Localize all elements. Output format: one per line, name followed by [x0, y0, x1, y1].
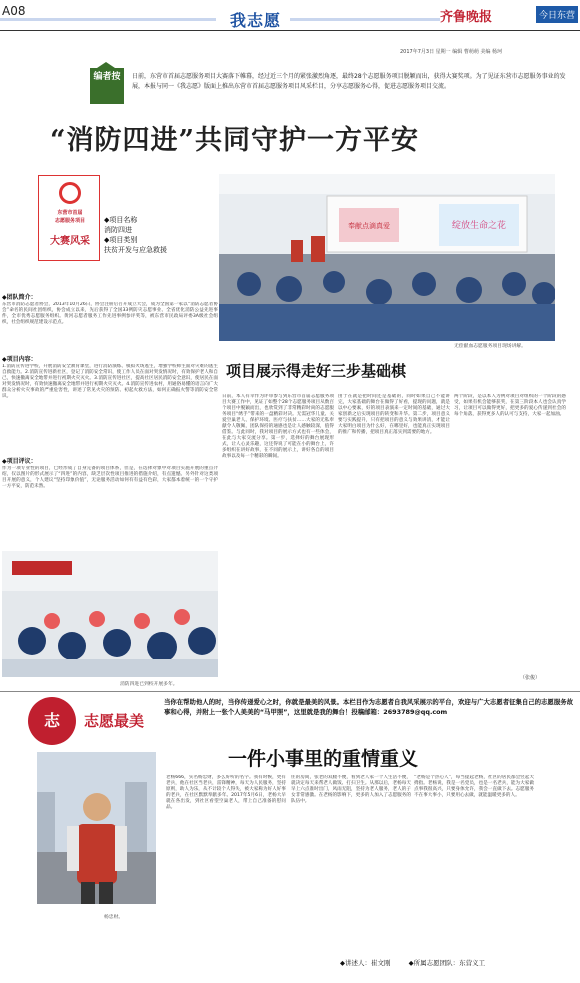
- section-bar-left: [0, 18, 216, 21]
- brand-name: 齐鲁晚报: [440, 10, 493, 25]
- project-content-text: 1.消防宣传进学校，开展消防安全教育课堂，进行消防演练、模拟火场逃生，增强学校师生面对灾难的逃生自救能力。2.消防宣传进新社区，登记了消防安全常识，使工作人员在面对突发情况时，有效保护老人和自己，快速撤离安全地带并进行初期火灾灭火。3.消防宣传进社区，提高社区居民消防安全意识，使居民在面对突发情况时，有效快速撤离安全地带并进行初期火灾灭火。4.消防宣传进农村，用通俗易懂的语言向广大群众分析火灾事故的严重危害性，讲述了常见火灾的预防、初起火救方法，如何正确报火警等消防安全常识。: [2, 364, 218, 399]
- column-intro: 当你在帮助他人的时，当你传递爱心之时，你就是最美的风景。本栏目作为志愿者自我风采展示的平台，欢迎与广大志愿者征集自己的志愿服务故事和心得，并附上一张个人美美的“马甲照”，这里就是我的舞台！投稿邮箱：2693789@qq.com: [164, 698, 573, 716]
- photo-caption: 无偿献血志愿服务项目现场讲解。: [454, 344, 526, 349]
- info-line: ◆项目类别: [104, 236, 138, 244]
- info-line: 扶贫开发与应急救援: [104, 246, 167, 254]
- section-label: ◆项目内容：: [2, 356, 37, 363]
- story-column: 住的房间，张老的双腿不便，看到老人家一个人生活不便，就决定每天来帮老人做饭、打扫卫生。从那以后，老杨每天早上六点准时出门，风雨无阻，坚持为老人服务，老人的子女非常感激。在老杨的影响下，更多的人加入了志愿服务的队伍中。: [291, 775, 411, 804]
- column-title: 志愿最美: [84, 712, 145, 730]
- edition-tag: 今日东营: [536, 6, 578, 23]
- subheadline: 项目展示得走好三步基础棋: [226, 362, 407, 380]
- contest-poster: [38, 175, 100, 261]
- section-label: ◆项目评议：: [2, 458, 37, 465]
- editor-note: 日前，东营市首届志愿服务项目大赛落下帷幕，经过近三个月的紧张激烈角逐，最终28个志愿服务项目脱颖而出，获得大赛奖项。为了见证东营市志愿服务事业的发展，本报与同一《我志愿》版面上推出东营市首届志愿服务项目风采栏目，分享志愿服务心得，促进志愿服务项目交流。: [132, 73, 566, 90]
- poster-big-text: 大赛风采: [50, 236, 90, 247]
- article-column: 日前，本人有幸作为评审参与到东营市首届志愿服务项目大赛工作中，见证了如整个28个志愿服务项目从数百个项目中脱颖而出，也欣赏到了非常精彩时尚的志愿服务项目“绣手”带来的一盘精彩对决。无需冠华儿童、关爱空巢老人、保护环境、医疗与扶贫……大家的无私奉献令人敬佩，团队保持的通感也是让人感触较深，值得借鉴。与此同时，我对项目的展示方式也有一些体会，在此与大家交流分享。第一步，选择好的舞台展现形式，让人心灵乐趣，这还得说了可能在小的舞台上，许多组织在讲好故事，在不同的展示上，讲好各自的项目故事以及每一个精彩的瞬间。: [222, 394, 334, 459]
- section-title: 我志愿: [230, 11, 282, 30]
- page-number: A08: [2, 4, 26, 18]
- portrait-photo: [37, 752, 156, 904]
- classroom-photo: [2, 551, 218, 677]
- section-bar-right: [290, 18, 440, 21]
- project-info: [104, 215, 214, 255]
- editor-badge: 编者按: [90, 68, 124, 104]
- byline: （张俊）: [520, 675, 541, 681]
- article-column: 由于在就是把时间还是基础的，同时如果自己不能讲完，大家基础的舞台在做得了好看，提现的问题，就是以中心要素，好的项目表演来一定时间的基础，通过大家创新之后实现项目的转变和升华。第二步，项目意义要与实践提升，只有把项目的意义与效果讲清，才能让大家明白项目为什么好，在哪里好，也能真正实现项目的推广和传播，把项目真正落实到需要的地方。: [338, 394, 450, 435]
- volunteer-logo-icon: 志: [28, 697, 76, 745]
- team-intro-text: 东营市消防志愿者协会，2013年10月26日，协会注册后召开成立大会，成为全国第一家以“消防志愿者协会”命名的民间社团组织，协会成立以来，先后获得了全国33例防灾志愿事业、全省优化消防公益先进事件，全市优秀志愿服务组织。黄河志愿者服务工作先进事例参评奖等，被东营市民政局评委3A级社会组织，社会组织规范建设示范点。: [2, 302, 218, 325]
- info-line: ◆项目名称: [104, 216, 138, 224]
- masthead: [440, 4, 580, 26]
- dateline: 2017年7月3日 星期一 编辑 曹萌萌 美编 杨珂: [400, 49, 503, 55]
- team: ◆所属志愿团队：东营义工: [408, 959, 486, 967]
- speaker: ◆讲述人：崔文刚: [340, 959, 391, 967]
- header-rule: [0, 30, 580, 31]
- photo-caption: 杨忠财。: [104, 915, 124, 920]
- info-line: 消防四进: [104, 226, 132, 234]
- story-footer: [340, 958, 501, 967]
- photo-caption: 消防四进已到校开展多年。: [120, 682, 178, 687]
- poster-line1: 东营市首届: [57, 210, 83, 216]
- story-column: 老杨666，实名杨忠财，多么好听的名字。我有时候，更有老兵，他在社区当老兵，雷锋精神，每天为人民服务，坚持原则，助人为乐，从不计较个人得失，被大家称为好人好事的老兵，在社区默默奉献多年。2017年5月6日，老杨大早就在各出发，到社区看望空巢老人，带上自己准备的慰问品。: [166, 775, 286, 810]
- article-title: “消防四进”共同守护一方平安: [50, 125, 420, 156]
- left-column: [2, 290, 218, 524]
- banner-text-left: 奉献点滴真爱: [348, 222, 390, 230]
- banner-text-right: 绽放生命之花: [451, 221, 507, 231]
- project-review-text: 作为一项专业性的项目，已经形成了自身完备的项目体系，但是，在选择对象中对项目实施开展的重点介绍，仅以图片的形式展示了“四进”的内容，缺乏层次性项目推进的措施介绍，有点遗憾。另外针对这类项目开展的意义，个人建议“坚持印象价值”，无论服务活动如何有有益有色彩，大家都本着统一的一个守护一方平安，防范未然。: [2, 466, 218, 489]
- story-column: “老杨是个热心人”，每当提起老杨，社区的居民都会竖起大拇指。老杨说，我是一名党员，也是一名老兵，能为大家做点事我很高兴，只要身体允许，我会一直做下去。志愿服务不在事大事小，只要用心去做，就能温暖更多的人。: [414, 775, 534, 798]
- event-photo: [219, 174, 555, 341]
- section-label: ◆团队简介：: [2, 294, 37, 301]
- heart-logo-icon: [59, 182, 81, 204]
- poster-line2: 志愿服务项目: [54, 218, 85, 224]
- article-column: 两个阶段，是以本人为例对项目对组织的一个阶段的感受，如果有机会能够获奖，在第三阶段本人也会认真学习，让项目可以做得更好，把更多的爱心传递到社会的每个角落，获得更多人的认可与支持，大家一起加油。: [454, 394, 566, 417]
- story-title: 一件小事里的重情重义: [228, 748, 419, 770]
- section-divider: [0, 691, 580, 692]
